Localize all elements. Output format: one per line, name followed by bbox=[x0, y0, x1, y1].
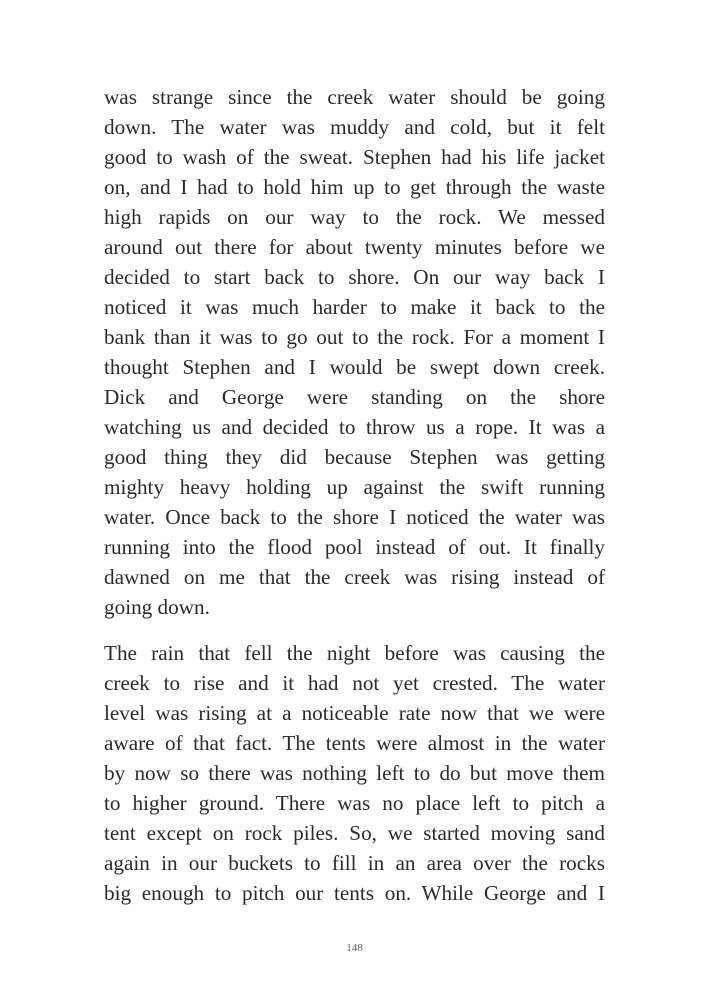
text-line: Dick and George were standing on the shore bbox=[104, 385, 605, 409]
text-line: noticed it was much harder to make it back to the bbox=[104, 295, 605, 319]
text-line: watching us and decided to throw us a rope. It was a bbox=[104, 415, 605, 439]
text-line: to higher ground. There was no place left to pitch a bbox=[104, 791, 605, 815]
text-line: dawned on me that the creek was rising instead of bbox=[104, 565, 605, 589]
text-line: level was rising at a noticeable rate now that we were bbox=[104, 701, 605, 725]
text-line: running into the flood pool instead of out. It finally bbox=[104, 535, 605, 559]
text-line: bank than it was to go out to the rock. For a moment I bbox=[104, 325, 605, 349]
text-line: good to wash of the sweat. Stephen had his life jacket bbox=[104, 145, 605, 169]
text-line: aware of that fact. The tents were almost in the water bbox=[104, 731, 605, 755]
text-line: big enough to pitch our tents on. While George and I bbox=[104, 881, 605, 905]
text-line: creek to rise and it had not yet crested. The water bbox=[104, 671, 605, 695]
text-line: good thing they did because Stephen was getting bbox=[104, 445, 605, 469]
text-line: mighty heavy holding up against the swift running bbox=[104, 475, 605, 499]
text-line: again in our buckets to fill in an area over the rocks bbox=[104, 851, 605, 875]
paragraph-1 bbox=[104, 82, 605, 622]
page-number: 148 bbox=[346, 942, 363, 954]
text-line: The rain that fell the night before was causing the bbox=[104, 641, 605, 665]
paragraph-2 bbox=[104, 638, 605, 908]
text-line: high rapids on our way to the rock. We messed bbox=[104, 205, 605, 229]
text-line: on, and I had to hold him up to get through the waste bbox=[104, 175, 605, 199]
text-line: around out there for about twenty minutes before we bbox=[104, 235, 605, 259]
text-line: thought Stephen and I would be swept down creek. bbox=[104, 355, 605, 379]
text-line: tent except on rock piles. So, we started moving sand bbox=[104, 821, 605, 845]
text-line: by now so there was nothing left to do but move them bbox=[104, 761, 605, 785]
text-line: decided to start back to shore. On our way back I bbox=[104, 265, 605, 289]
text-line: water. Once back to the shore I noticed the water was bbox=[104, 505, 605, 529]
text-line: was strange since the creek water should be going bbox=[104, 85, 605, 109]
text-line: going down. bbox=[104, 595, 210, 619]
text-line: down. The water was muddy and cold, but it felt bbox=[104, 115, 605, 139]
